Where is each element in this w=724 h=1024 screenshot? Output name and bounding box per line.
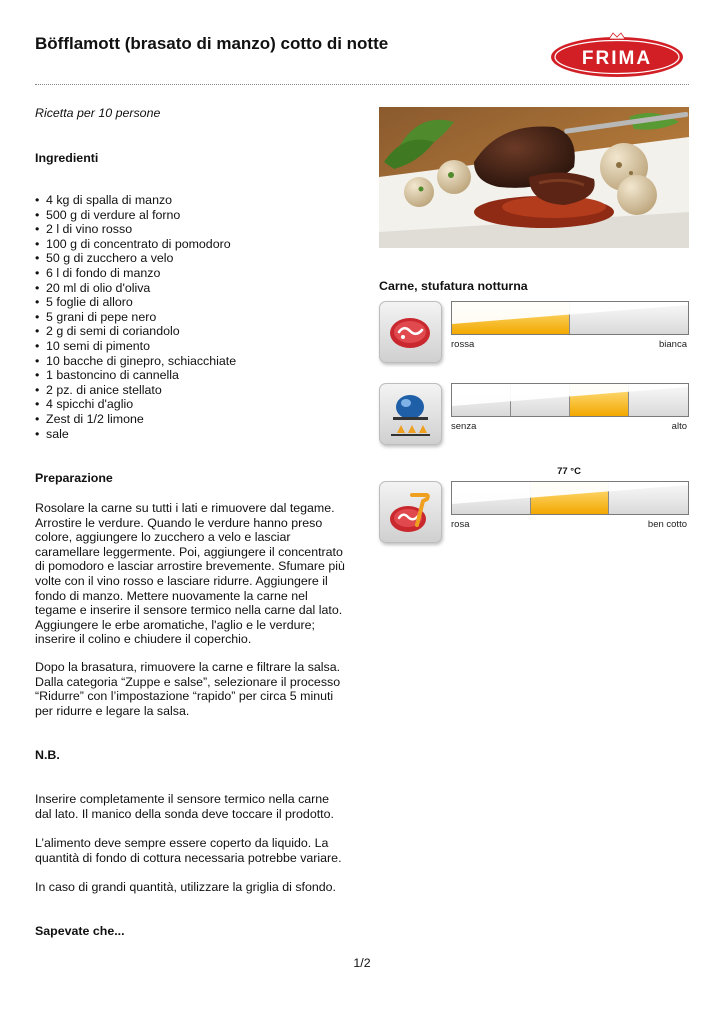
ingredient-item: • 50 g di zucchero a velo bbox=[35, 251, 236, 266]
preparation-heading: Preparazione bbox=[35, 471, 113, 485]
gauge-right-label: ben cotto bbox=[647, 519, 687, 530]
frima-logo bbox=[549, 31, 685, 79]
steam-humidity-icon bbox=[379, 383, 442, 445]
ingredient-item: • 2 l di vino rosso bbox=[35, 222, 236, 237]
meat-color-gauge bbox=[451, 301, 689, 335]
page-number: 1/2 bbox=[353, 956, 371, 970]
header-divider bbox=[35, 84, 689, 85]
servings: Ricetta per 10 persone bbox=[35, 106, 161, 120]
ingredient-item: • 500 g di verdure al forno bbox=[35, 208, 236, 223]
ingredient-item: • 2 g di semi di coriandolo bbox=[35, 324, 236, 339]
ingredients-heading: Ingredienti bbox=[35, 151, 99, 165]
gauge-right-label: alto bbox=[671, 421, 687, 432]
core-temperature-gauge bbox=[451, 481, 689, 515]
ingredient-item: • 4 spicchi d'aglio bbox=[35, 397, 236, 412]
did-you-know-heading: Sapevate che... bbox=[35, 924, 125, 938]
ingredient-item: • 1 bastoncino di cannella bbox=[35, 368, 236, 383]
recipe-title: Böfflamott (brasato di manzo) cotto di notte bbox=[35, 34, 389, 53]
note-paragraph: Inserire completamente il sensore termico nella carne dal lato. Il manico della sonda deve toccare il prodotto. bbox=[35, 792, 334, 821]
ingredient-item: • 5 grani di pepe nero bbox=[35, 310, 236, 325]
ingredient-item: • 10 semi di pimento bbox=[35, 339, 236, 354]
gauge-left-label: rossa bbox=[451, 339, 475, 350]
core-probe-icon bbox=[379, 481, 442, 543]
ingredient-item: • 5 foglie di alloro bbox=[35, 295, 236, 310]
preparation-paragraph: Dopo la brasatura, rimuovere la carne e filtrare la salsa. Dalla categoria “Zuppe e salse”, selezionare il processo “Ridurre” con l’impostazione “rapido” per circa 5 minuti per ridurre e legare la salsa. bbox=[35, 660, 341, 718]
ingredient-item: • 6 l di fondo di manzo bbox=[35, 266, 236, 281]
process-heading: Carne, stufatura notturna bbox=[379, 279, 528, 293]
gauge-right-label: bianca bbox=[659, 339, 687, 350]
logo-text: FRIMA bbox=[581, 48, 653, 69]
dish-photo bbox=[379, 107, 689, 248]
ingredient-item: • 4 kg di spalla di manzo bbox=[35, 193, 236, 208]
ingredients-list bbox=[35, 193, 236, 441]
humidity-gauge bbox=[451, 383, 689, 417]
gauge-left-label: rosa bbox=[451, 519, 470, 530]
preparation-paragraph: Rosolare la carne su tutti i lati e rimuovere dal tegame. Arrostire le verdure. Quando le verdure hanno preso colore, aggiungere lo zucchero a velo e lasciar caramellare leggermente. Poi, aggiungere il concentrato di pomodoro e lasciar arrostire brevemente. Sfumare più volte con il vino rosso e lasciare ridurre. Aggiungere il fondo di manzo. Mettere nuovamente la carne nel tegame e inserire il sensore termico nella carne dal lato. Aggiungere le erbe aromatiche, l'aglio e le verdure; inserire il colino e chiudere il coperchio. bbox=[35, 501, 345, 647]
ingredient-item: • 10 bacche di ginepro, schiacchiate bbox=[35, 354, 236, 369]
ingredient-item: • 100 g di concentrato di pomodoro bbox=[35, 237, 236, 252]
ingredient-item: • Zest di 1/2 limone bbox=[35, 412, 236, 427]
note-paragraph: L’alimento deve sempre essere coperto da liquido. La quantità di fondo di cottura necessaria potrebbe variare. bbox=[35, 836, 342, 865]
ingredient-item: • sale bbox=[35, 427, 236, 442]
meat-icon bbox=[379, 301, 442, 363]
gauge-left-label: senza bbox=[451, 421, 477, 432]
nb-heading: N.B. bbox=[35, 748, 60, 762]
ingredient-item: • 2 pz. di anice stellato bbox=[35, 383, 236, 398]
note-paragraph: In caso di grandi quantità, utilizzare la griglia di sfondo. bbox=[35, 880, 336, 894]
core-temperature-value: 77 °C bbox=[557, 466, 581, 477]
ingredient-item: • 20 ml di olio d'oliva bbox=[35, 281, 236, 296]
